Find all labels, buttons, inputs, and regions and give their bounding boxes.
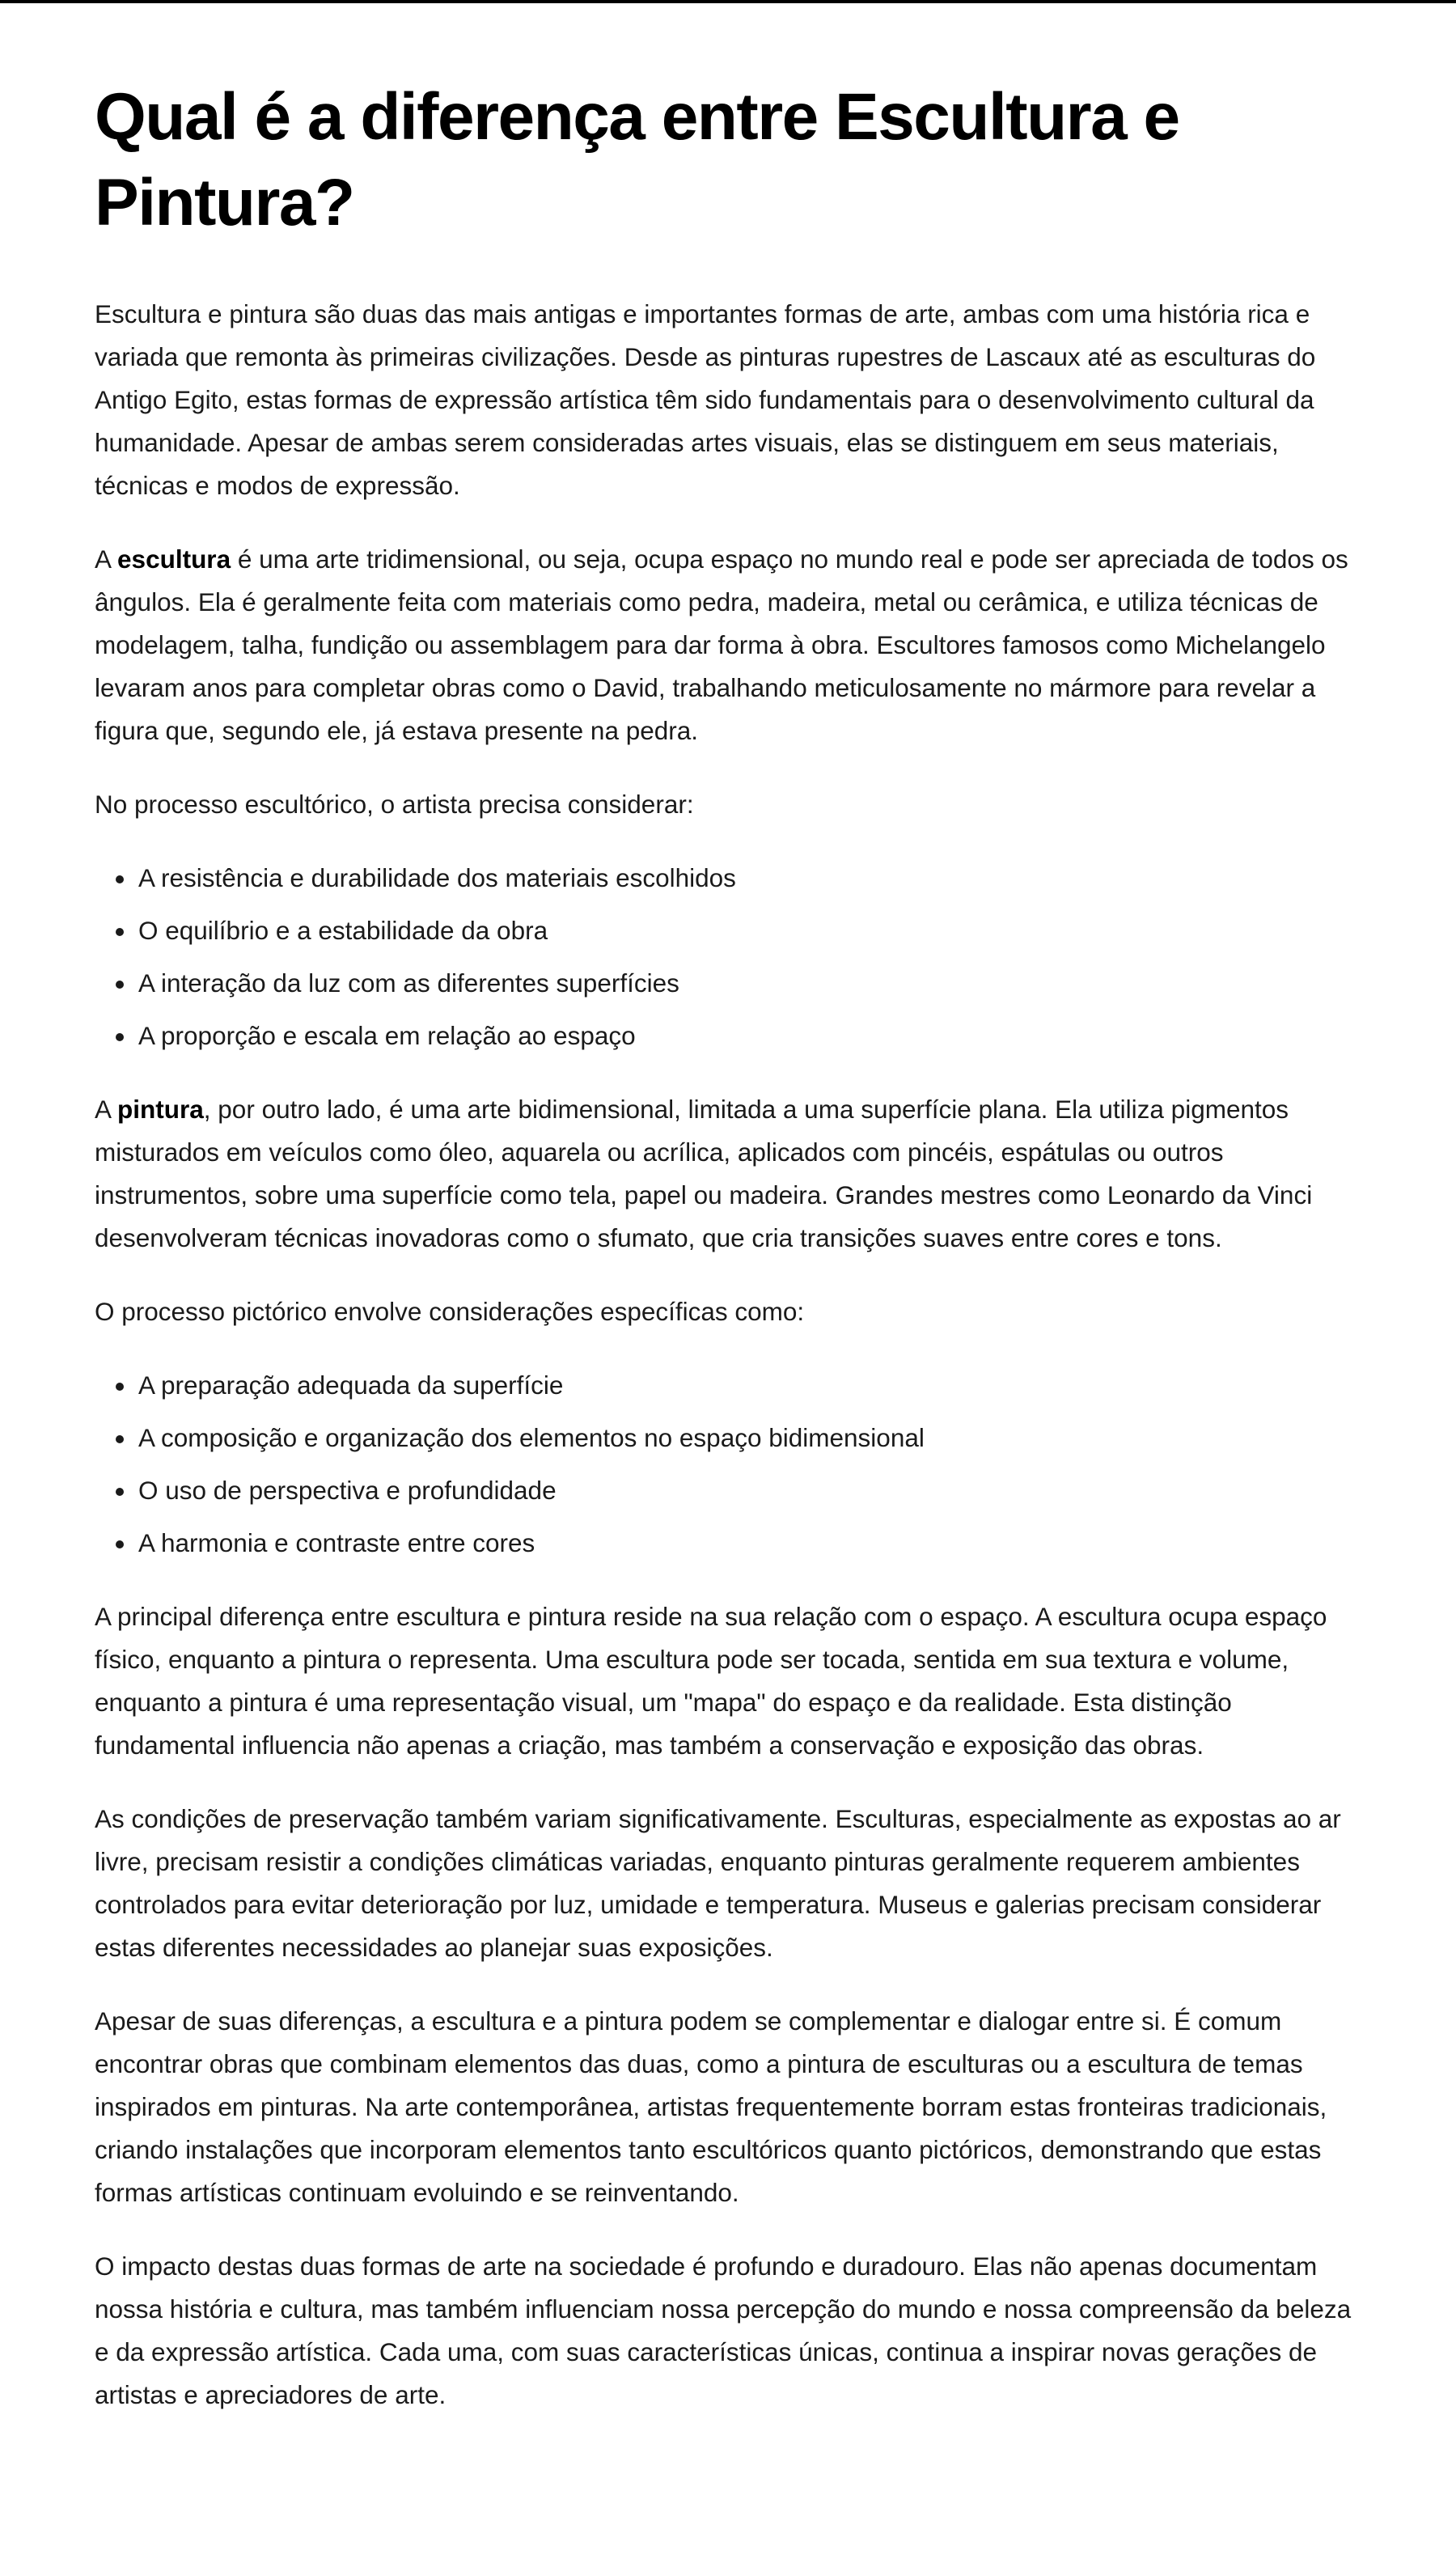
- sculpture-list-intro: No processo escultórico, o artista precisa considerar:: [95, 790, 694, 819]
- list-item: • A resistência e durabilidade dos materiais escolhidos: [137, 857, 1365, 900]
- text: A: [95, 544, 118, 574]
- list-item: • A proporção e escala em relação ao espaço: [137, 1015, 1365, 1057]
- bold-term-pintura: pintura: [117, 1095, 204, 1124]
- list-item: • O equilíbrio e a estabilidade da obra: [137, 909, 1365, 952]
- painting-list-intro: O processo pictórico envolve considerações específicas como:: [95, 1297, 805, 1326]
- bold-term-escultura: escultura: [117, 544, 231, 574]
- intro-paragraph: Escultura e pintura são duas das mais antigas e importantes formas de arte, ambas com uma história rica e variada que remonta às primeiras civilizações. Desde as pinturas rupestres de Lascaux até as esculturas do Antigo Egito, estas formas de expressão artística têm sido fundamentais para o desenvolvimento cultural da humanidade. Apesar de ambas serem consideradas artes visuais, elas se distinguem em seus materiais, técnicas e modos de expressão.: [95, 299, 1316, 500]
- difference-paragraph: A principal diferença entre escultura e pintura reside na sua relação com o espaço. A escultura ocupa espaço físico, enquanto a pintura o representa. Uma escultura pode ser tocada, sentida em sua textura e volume, enquanto a pintura é uma representação visual, um "mapa" do espaço e da realidade. Esta distinção fundamental influencia não apenas a criação, mas também a conservação e exposição das obras.: [95, 1602, 1327, 1760]
- list-item: • A harmonia e contraste entre cores: [137, 1522, 1365, 1565]
- page-title: Qual é a diferença entre Escultura e Pintura?: [95, 80, 1179, 239]
- list-item: • O uso de perspectiva e profundidade: [137, 1469, 1365, 1512]
- list-item: • A preparação adequada da superfície: [137, 1364, 1365, 1407]
- text: , por outro lado, é uma arte bidimensional, limitada a uma superfície plana. Ela utiliza pigmentos misturados em veículos como óleo, aquarela ou acrílica, aplicados com pincéis, espátulas ou outros instrumentos, sobre uma superfície como tela, papel ou madeira. Grandes mestres como Leonardo da Vinci desenvolveram técnicas inovadoras como o sfumato, que cria transições suaves entre cores e tons.: [95, 1095, 1313, 1252]
- text: A: [95, 1095, 118, 1124]
- list-item: • A composição e organização dos elementos no espaço bidimensional: [137, 1417, 1365, 1459]
- impact-paragraph: O impacto destas duas formas de arte na sociedade é profundo e duradouro. Elas não apenas documentam nossa história e cultura, mas também influenciam nossa percepção do mundo e nossa compreensão da beleza e da expressão artística. Cada uma, com suas características únicas, continua a inspirar novas gerações de artistas e apreciadores de arte.: [95, 2252, 1352, 2409]
- article: [0, 3, 1456, 2496]
- complement-paragraph: Apesar de suas diferenças, a escultura e a pintura podem se complementar e dialogar entre si. É comum encontrar obras que combinam elementos das duas, como a pintura de esculturas ou a escultura de temas inspirados em pinturas. Na arte contemporânea, artistas frequentemente borram estas fronteiras tradicionais, criando instalações que incorporam elementos tanto escultóricos quanto pictóricos, demonstrando que estas formas artísticas continuam evoluindo e se reinventando.: [95, 2006, 1327, 2207]
- painting-list: [95, 1364, 1365, 1565]
- preservation-paragraph: As condições de preservação também variam significativamente. Esculturas, especialmente as expostas ao ar livre, precisam resistir a condições climáticas variadas, enquanto pinturas geralmente requerem ambientes controlados para evitar deterioração por luz, umidade e temperatura. Museus e galerias precisam considerar estas diferentes necessidades ao planejar suas exposições.: [95, 1804, 1341, 1962]
- painting-paragraph: [95, 1088, 1365, 1260]
- sculpture-list: [95, 857, 1365, 1057]
- list-item: • A interação da luz com as diferentes superfícies: [137, 962, 1365, 1005]
- sculpture-paragraph: [95, 538, 1365, 752]
- text: é uma arte tridimensional, ou seja, ocupa espaço no mundo real e pode ser apreciada de todos os ângulos. Ela é geralmente feita com materiais como pedra, madeira, metal ou cerâmica, e utiliza técnicas de modelagem, talha, fundição ou assemblagem para dar forma à obra. Escultores famosos como Michelangelo levaram anos para completar obras como o David, trabalhando meticulosamente no mármore para revelar a figura que, segundo ele, já estava presente na pedra.: [95, 544, 1348, 745]
